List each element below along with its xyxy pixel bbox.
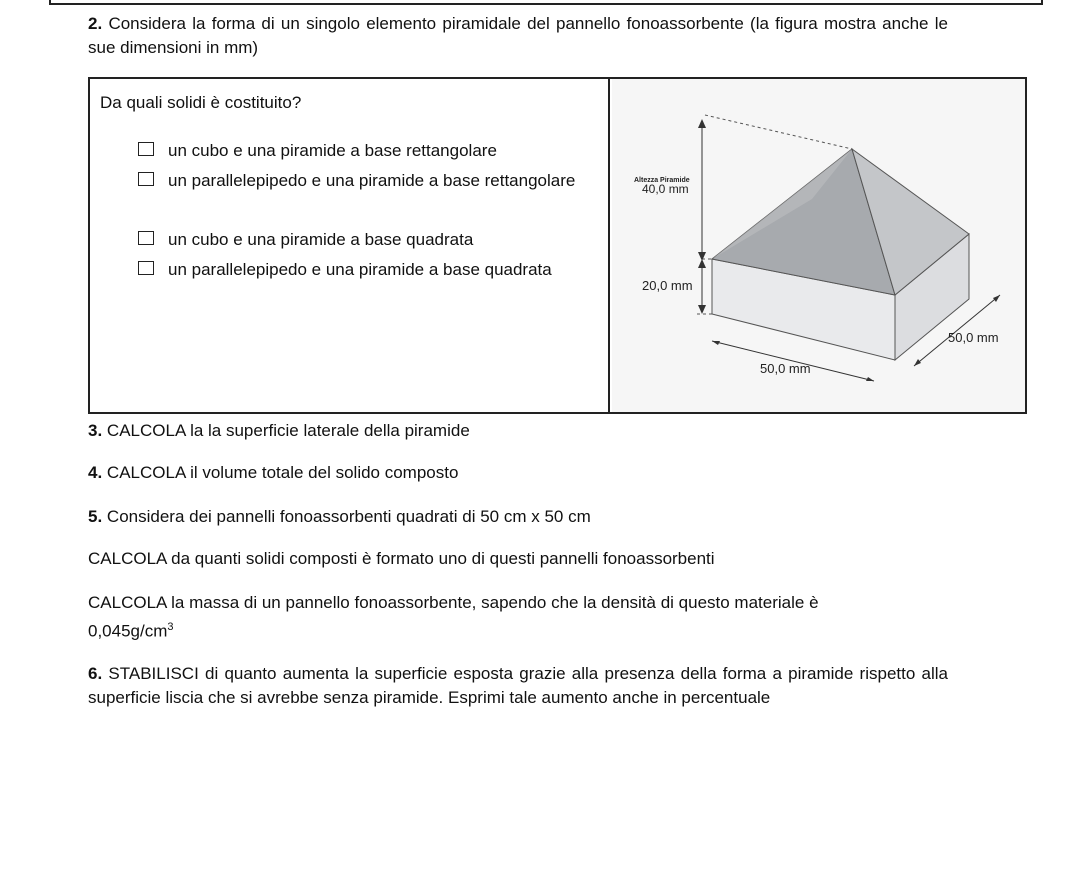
option-3-label: un cubo e una piramide a base quadrata — [168, 230, 474, 249]
question-3 — [88, 419, 948, 443]
question-5-part-a: CALCOLA da quanti solidi composti è formato uno di questi pannelli fonoassorbenti — [88, 549, 715, 568]
question-5 — [88, 505, 948, 529]
depth-label: 50,0 mm — [948, 330, 999, 345]
question-6 — [88, 662, 948, 710]
question-2-box — [88, 77, 1027, 414]
question-2 — [88, 12, 948, 60]
density-exponent: 3 — [167, 621, 174, 633]
question-4-number: 4. — [88, 463, 103, 482]
option-2[interactable] — [138, 167, 598, 194]
question-4-text: CALCOLA il volume totale del solido composto — [106, 463, 459, 482]
option-3-checkbox[interactable] — [138, 231, 154, 245]
pyramid-height-label: 40,0 mm — [642, 182, 689, 196]
options-panel — [90, 79, 610, 412]
question-6-number: 6. — [88, 664, 103, 683]
option-2-checkbox[interactable] — [138, 172, 154, 186]
pyramid-height-title: Altezza Piramide — [634, 177, 690, 184]
question-5-number: 5. — [88, 507, 103, 526]
question-2-text: Considera la forma di un singolo elemento piramidale del pannello fonoassorbente (la figura mostra anche le sue dimensioni in mm) — [88, 14, 948, 57]
question-4 — [88, 461, 948, 485]
top-border — [49, 0, 1043, 5]
question-6-text: STABILISCI di quanto aumenta la superficie esposta grazie alla presenza della forma a piramide rispetto alla superficie liscia che si avrebbe senza piramide. Esprimi tale aumento anche in percentuale — [88, 664, 948, 707]
question-5-part-b — [88, 591, 948, 644]
option-4-label: un parallelepipedo e una piramide a base quadrata — [168, 260, 552, 279]
question-3-text: CALCOLA la la superficie laterale della piramide — [106, 421, 470, 440]
option-3[interactable] — [138, 226, 598, 253]
option-1[interactable] — [138, 137, 598, 164]
option-2-label: un parallelepipedo e una piramide a base rettangolare — [168, 171, 576, 190]
question-3-number: 3. — [88, 421, 103, 440]
question-prompt: Da quali solidi è costituito? — [100, 93, 302, 112]
question-5-text: Considera dei pannelli fonoassorbenti quadrati di 50 cm x 50 cm — [106, 507, 591, 526]
question-5-part-b-text: CALCOLA la massa di un pannello fonoassorbente, sapendo che la densità di questo materiale è — [88, 593, 819, 612]
width-label: 50,0 mm — [760, 361, 811, 376]
option-1-checkbox[interactable] — [138, 142, 154, 156]
pyramid-figure — [612, 79, 1025, 412]
base-height-label: 20,0 mm — [642, 278, 693, 293]
option-1-label: un cubo e una piramide a base rettangolare — [168, 141, 497, 160]
option-4[interactable] — [138, 256, 598, 283]
question-2-number: 2. — [88, 14, 103, 33]
option-4-checkbox[interactable] — [138, 261, 154, 275]
density-value: 0,045g/cm — [88, 621, 168, 641]
